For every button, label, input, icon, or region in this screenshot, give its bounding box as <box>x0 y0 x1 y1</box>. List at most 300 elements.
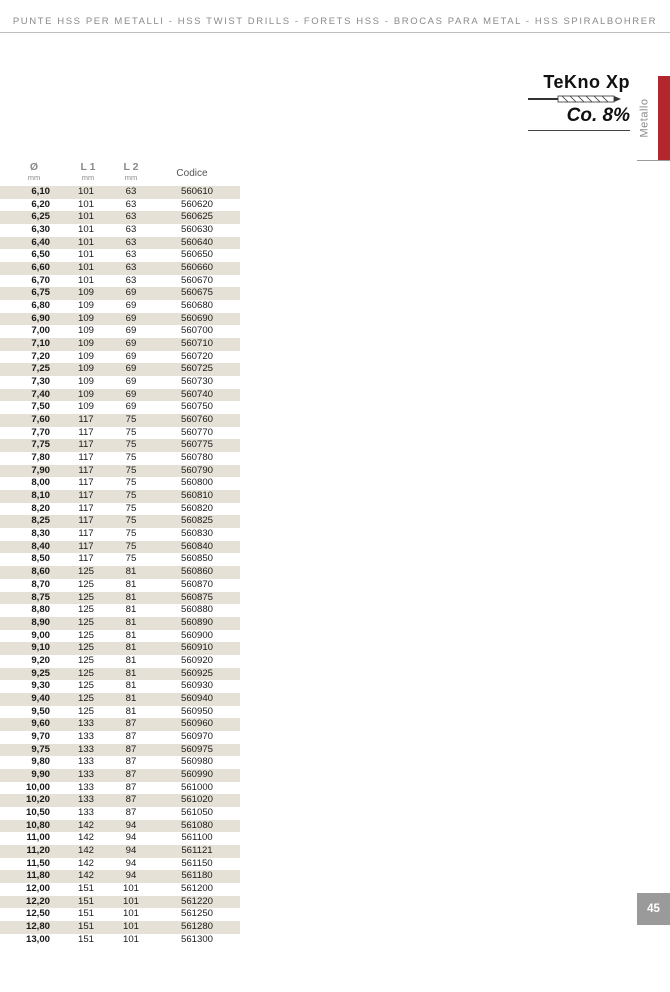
cell-l2: 63 <box>125 224 137 236</box>
cell-l1: 151 <box>77 920 94 932</box>
cell-l2: 101 <box>122 920 139 932</box>
table-row <box>0 744 240 757</box>
table-row <box>0 300 240 313</box>
cell-l1: 133 <box>77 756 94 768</box>
cell-l2: 87 <box>125 718 137 730</box>
drill-bit-icon <box>528 95 622 103</box>
cell-diameter: 9,40 <box>31 692 50 704</box>
cell-diameter: 8,50 <box>31 553 50 565</box>
table-row <box>0 528 240 541</box>
cell-code: 560710 <box>180 338 213 350</box>
cell-l2: 69 <box>125 300 137 312</box>
cell-l2: 101 <box>122 933 139 945</box>
cell-l2: 94 <box>125 819 137 831</box>
cell-l2: 75 <box>125 540 137 552</box>
cell-diameter: 7,80 <box>31 452 50 464</box>
cell-diameter: 8,20 <box>31 502 50 514</box>
cell-code: 560775 <box>180 439 213 451</box>
table-row <box>0 642 240 655</box>
cell-l2: 63 <box>125 236 137 248</box>
cell-l1: 109 <box>77 363 94 375</box>
table-row <box>0 579 240 592</box>
cell-l2: 101 <box>122 908 139 920</box>
cell-diameter: 7,00 <box>31 325 50 337</box>
cell-diameter: 6,10 <box>31 186 50 197</box>
cell-code: 560880 <box>180 604 213 616</box>
header-diameter-label: Ø <box>29 161 39 173</box>
cell-l2: 63 <box>125 211 137 223</box>
cell-diameter: 7,60 <box>31 414 50 426</box>
cell-code: 561121 <box>181 844 213 856</box>
cell-code: 560875 <box>180 591 213 603</box>
cell-code: 560820 <box>180 502 213 514</box>
cell-l2: 69 <box>125 338 137 350</box>
table-row <box>0 313 240 326</box>
cell-diameter: 7,70 <box>31 426 50 438</box>
cell-diameter: 12,50 <box>25 908 50 920</box>
table-row <box>0 693 240 706</box>
cell-diameter: 6,60 <box>31 262 50 274</box>
table-row <box>0 794 240 807</box>
cell-l1: 101 <box>77 249 94 261</box>
cell-code: 560690 <box>180 312 213 324</box>
table-row <box>0 782 240 795</box>
cell-diameter: 11,20 <box>26 844 50 856</box>
cell-l2: 81 <box>125 578 137 590</box>
cell-l2: 63 <box>125 274 137 286</box>
cell-diameter: 12,00 <box>25 882 50 894</box>
cell-diameter: 7,75 <box>31 439 50 451</box>
header-l1 <box>68 162 108 182</box>
cell-l1: 101 <box>77 236 94 248</box>
cell-diameter: 9,90 <box>31 768 50 780</box>
cell-code: 560640 <box>180 236 213 248</box>
table-row <box>0 680 240 693</box>
cell-code: 561280 <box>180 920 213 932</box>
cell-l1: 117 <box>78 452 94 464</box>
cell-code: 560790 <box>180 464 213 476</box>
cell-code: 560650 <box>180 249 213 261</box>
cell-l1: 101 <box>77 224 94 236</box>
cell-l1: 117 <box>78 502 94 514</box>
table-row <box>0 756 240 769</box>
cell-l2: 101 <box>122 882 139 894</box>
cell-diameter: 9,25 <box>31 667 50 679</box>
cell-l2: 75 <box>125 439 137 451</box>
side-category-text: Metallo <box>638 98 650 138</box>
cell-code: 561220 <box>180 895 213 907</box>
table-row <box>0 249 240 262</box>
table-row <box>0 211 240 224</box>
table-row <box>0 807 240 820</box>
table-row <box>0 630 240 643</box>
cell-diameter: 8,40 <box>31 540 50 552</box>
cell-l2: 87 <box>125 794 137 806</box>
cell-code: 560870 <box>180 578 213 590</box>
cell-l1: 117 <box>78 426 94 438</box>
cell-l1: 133 <box>77 794 94 806</box>
table-row <box>0 439 240 452</box>
cell-l2: 87 <box>125 806 137 818</box>
cell-l1: 109 <box>77 325 94 337</box>
header-l2-label: L 2 <box>123 161 139 173</box>
cell-code: 560730 <box>180 376 213 388</box>
cell-code: 560780 <box>180 452 213 464</box>
cell-l1: 151 <box>77 895 94 907</box>
header-code <box>154 168 230 179</box>
cell-diameter: 8,75 <box>31 591 50 603</box>
cell-l2: 101 <box>122 895 139 907</box>
cell-l1: 101 <box>77 262 94 274</box>
cell-l1: 117 <box>78 490 94 502</box>
cell-code: 561300 <box>180 933 213 945</box>
cell-diameter: 8,25 <box>31 515 50 527</box>
table-row <box>0 845 240 858</box>
cell-l2: 87 <box>125 730 137 742</box>
cell-code: 561020 <box>180 794 213 806</box>
cell-l2: 63 <box>125 186 137 197</box>
cell-l1: 142 <box>77 819 94 831</box>
cell-l1: 117 <box>78 553 94 565</box>
cell-l1: 142 <box>77 857 94 869</box>
table-row <box>0 351 240 364</box>
table-row <box>0 541 240 554</box>
table-row <box>0 503 240 516</box>
cell-l1: 151 <box>77 933 94 945</box>
table-row <box>0 769 240 782</box>
cell-l1: 117 <box>78 464 94 476</box>
header-code-label: Codice <box>176 168 208 179</box>
cell-diameter: 8,00 <box>31 477 50 489</box>
cell-diameter: 11,50 <box>26 857 50 869</box>
cell-l2: 81 <box>125 566 137 578</box>
cell-l2: 94 <box>125 870 137 882</box>
cell-l1: 109 <box>77 401 94 413</box>
cell-l1: 142 <box>77 832 94 844</box>
cell-diameter: 6,20 <box>31 198 50 210</box>
table-body <box>0 186 240 946</box>
cell-code: 560610 <box>180 186 213 197</box>
cell-code: 560660 <box>180 262 213 274</box>
table-row <box>0 668 240 681</box>
cell-diameter: 9,00 <box>31 629 50 641</box>
cell-l1: 133 <box>77 806 94 818</box>
cell-l2: 69 <box>125 287 137 299</box>
cell-diameter: 6,75 <box>31 287 50 299</box>
cell-code: 560750 <box>180 401 213 413</box>
cell-l1: 101 <box>77 186 94 197</box>
cell-l1: 125 <box>77 616 94 628</box>
table-row <box>0 566 240 579</box>
cell-l1: 117 <box>78 528 94 540</box>
table-row <box>0 592 240 605</box>
cell-l2: 81 <box>125 591 137 603</box>
header-l1-unit: mm <box>81 173 95 182</box>
cell-code: 561180 <box>181 870 213 882</box>
cell-code: 560850 <box>180 553 213 565</box>
cell-l2: 75 <box>125 553 137 565</box>
table-row <box>0 604 240 617</box>
cell-code: 560890 <box>180 616 213 628</box>
table-row <box>0 224 240 237</box>
cell-l1: 117 <box>78 414 94 426</box>
cell-l1: 133 <box>77 768 94 780</box>
table-row <box>0 832 240 845</box>
cell-l2: 81 <box>125 705 137 717</box>
cell-l2: 87 <box>125 768 137 780</box>
cell-diameter: 8,30 <box>31 528 50 540</box>
cell-l2: 94 <box>125 832 137 844</box>
cell-l2: 75 <box>125 426 137 438</box>
cell-diameter: 7,40 <box>31 388 50 400</box>
cell-code: 561000 <box>180 781 213 793</box>
cell-l2: 75 <box>125 452 137 464</box>
cell-l1: 109 <box>77 350 94 362</box>
brand-underline <box>528 130 630 131</box>
header-diameter <box>0 162 68 182</box>
cell-diameter: 12,20 <box>25 895 50 907</box>
cell-code: 561250 <box>180 908 213 920</box>
cell-l2: 81 <box>125 604 137 616</box>
cell-l1: 133 <box>77 730 94 742</box>
cell-code: 560760 <box>180 414 213 426</box>
cell-diameter: 12,80 <box>25 920 50 932</box>
cell-code: 560910 <box>180 642 213 654</box>
cell-l2: 63 <box>125 198 137 210</box>
table-row <box>0 655 240 668</box>
cell-l1: 109 <box>77 312 94 324</box>
table-row <box>0 908 240 921</box>
table-row <box>0 186 240 199</box>
cell-code: 561150 <box>181 857 213 869</box>
cell-code: 560970 <box>180 730 213 742</box>
cell-code: 560940 <box>180 692 213 704</box>
cell-code: 560675 <box>180 287 213 299</box>
cell-diameter: 7,10 <box>31 338 50 350</box>
cell-code: 560920 <box>180 654 213 666</box>
cell-code: 560625 <box>180 211 213 223</box>
cell-l1: 101 <box>77 274 94 286</box>
cell-l1: 125 <box>77 642 94 654</box>
table-row <box>0 883 240 896</box>
cell-l2: 63 <box>125 249 137 261</box>
cell-l2: 75 <box>125 414 137 426</box>
cell-l1: 125 <box>77 654 94 666</box>
table-row <box>0 452 240 465</box>
cell-code: 560930 <box>180 680 213 692</box>
table-row <box>0 490 240 503</box>
cell-code: 560740 <box>180 388 213 400</box>
cell-code: 560950 <box>180 705 213 717</box>
cell-code: 561050 <box>180 806 213 818</box>
cell-code: 560990 <box>180 768 213 780</box>
cell-l1: 109 <box>77 287 94 299</box>
cell-l2: 81 <box>125 629 137 641</box>
cell-code: 560630 <box>180 224 213 236</box>
cell-l1: 125 <box>77 629 94 641</box>
table-row <box>0 237 240 250</box>
cell-diameter: 10,00 <box>25 781 50 793</box>
cell-diameter: 8,80 <box>31 604 50 616</box>
cell-l1: 109 <box>77 376 94 388</box>
brand-subtitle: Co. 8% <box>566 105 630 126</box>
cell-l1: 151 <box>77 882 94 894</box>
cell-l2: 69 <box>125 312 137 324</box>
cell-diameter: 7,90 <box>31 464 50 476</box>
table-header <box>0 162 240 186</box>
table-row <box>0 718 240 731</box>
cell-diameter: 7,25 <box>31 363 50 375</box>
table-row <box>0 896 240 909</box>
cell-code: 560670 <box>180 274 213 286</box>
side-divider <box>637 160 670 161</box>
table-row <box>0 858 240 871</box>
page-number: 45 <box>637 893 670 925</box>
table-row <box>0 338 240 351</box>
cell-code: 560925 <box>180 667 213 679</box>
cell-diameter: 6,25 <box>31 211 50 223</box>
table-row <box>0 870 240 883</box>
cell-l1: 117 <box>78 439 94 451</box>
cell-diameter: 6,50 <box>31 249 50 261</box>
table-row <box>0 275 240 288</box>
cell-diameter: 6,90 <box>31 312 50 324</box>
cell-code: 561100 <box>181 832 213 844</box>
cell-diameter: 8,10 <box>31 490 50 502</box>
cell-l2: 75 <box>125 502 137 514</box>
cell-l1: 101 <box>77 198 94 210</box>
table-row <box>0 427 240 440</box>
cell-code: 560810 <box>180 490 213 502</box>
cell-code: 560680 <box>180 300 213 312</box>
cell-l2: 75 <box>125 464 137 476</box>
cell-l2: 94 <box>125 857 137 869</box>
cell-l2: 75 <box>125 477 137 489</box>
cell-l2: 81 <box>125 642 137 654</box>
cell-l2: 69 <box>125 363 137 375</box>
cell-code: 560975 <box>180 743 213 755</box>
cell-l2: 69 <box>125 325 137 337</box>
cell-diameter: 7,20 <box>31 350 50 362</box>
cell-l1: 117 <box>78 477 94 489</box>
header-diameter-unit: mm <box>27 173 41 182</box>
table-row <box>0 617 240 630</box>
cell-l1: 109 <box>77 300 94 312</box>
cell-l1: 101 <box>77 211 94 223</box>
cell-diameter: 9,30 <box>31 680 50 692</box>
cell-l2: 87 <box>125 781 137 793</box>
cell-l1: 109 <box>77 338 94 350</box>
table-row <box>0 934 240 947</box>
table-row <box>0 553 240 566</box>
cell-l1: 142 <box>77 844 94 856</box>
page-header-title: PUNTE HSS PER METALLI - HSS TWIST DRILLS - FORETS HSS - BROCAS PARA METAL - HSS SPIRALBOHRER <box>12 16 658 27</box>
cell-l1: 125 <box>77 591 94 603</box>
cell-diameter: 6,80 <box>31 300 50 312</box>
table-row <box>0 820 240 833</box>
cell-l2: 69 <box>125 388 137 400</box>
cell-l1: 133 <box>77 743 94 755</box>
brand-logo <box>520 72 630 131</box>
cell-l1: 151 <box>77 908 94 920</box>
cell-diameter: 11,80 <box>26 870 50 882</box>
cell-diameter: 9,80 <box>31 756 50 768</box>
header-l2 <box>108 162 154 182</box>
table-row <box>0 363 240 376</box>
cell-diameter: 13,00 <box>25 933 50 945</box>
table-row <box>0 199 240 212</box>
cell-l1: 125 <box>77 667 94 679</box>
cell-l2: 94 <box>125 844 137 856</box>
cell-diameter: 6,40 <box>31 236 50 248</box>
cell-l2: 75 <box>125 528 137 540</box>
cell-l2: 63 <box>125 262 137 274</box>
table-row <box>0 287 240 300</box>
cell-l1: 117 <box>78 515 94 527</box>
cell-code: 560620 <box>180 198 213 210</box>
cell-code: 560725 <box>180 363 213 375</box>
header-l1-label: L 1 <box>80 161 96 173</box>
cell-diameter: 9,70 <box>31 730 50 742</box>
cell-diameter: 6,70 <box>31 274 50 286</box>
cell-l1: 133 <box>77 781 94 793</box>
cell-diameter: 9,20 <box>31 654 50 666</box>
cell-l1: 125 <box>77 705 94 717</box>
cell-code: 561200 <box>180 882 213 894</box>
cell-code: 560860 <box>180 566 213 578</box>
side-accent-bar <box>658 76 670 160</box>
cell-code: 560980 <box>180 756 213 768</box>
table-row <box>0 389 240 402</box>
table-row <box>0 465 240 478</box>
cell-code: 560825 <box>180 515 213 527</box>
cell-l2: 75 <box>125 490 137 502</box>
cell-code: 561080 <box>180 819 213 831</box>
cell-code: 560900 <box>180 629 213 641</box>
cell-l1: 125 <box>77 692 94 704</box>
table-row <box>0 706 240 719</box>
cell-l2: 69 <box>125 376 137 388</box>
table-row <box>0 921 240 934</box>
cell-l2: 69 <box>125 350 137 362</box>
cell-diameter: 11,00 <box>26 832 50 844</box>
table-row <box>0 477 240 490</box>
cell-l2: 81 <box>125 616 137 628</box>
cell-code: 560840 <box>180 540 213 552</box>
cell-diameter: 10,20 <box>25 794 50 806</box>
cell-l2: 87 <box>125 743 137 755</box>
cell-l2: 69 <box>125 401 137 413</box>
cell-l2: 81 <box>125 692 137 704</box>
cell-diameter: 7,50 <box>31 401 50 413</box>
cell-l1: 125 <box>77 604 94 616</box>
cell-diameter: 6,30 <box>31 224 50 236</box>
cell-l1: 117 <box>78 540 94 552</box>
cell-l1: 109 <box>77 388 94 400</box>
product-table <box>0 162 240 946</box>
table-row <box>0 414 240 427</box>
cell-code: 560770 <box>180 426 213 438</box>
cell-code: 560720 <box>180 350 213 362</box>
cell-l2: 81 <box>125 667 137 679</box>
table-row <box>0 325 240 338</box>
cell-diameter: 10,80 <box>25 819 50 831</box>
cell-l2: 75 <box>125 515 137 527</box>
cell-diameter: 7,30 <box>31 376 50 388</box>
cell-l1: 142 <box>77 870 94 882</box>
cell-code: 560830 <box>180 528 213 540</box>
table-row <box>0 731 240 744</box>
